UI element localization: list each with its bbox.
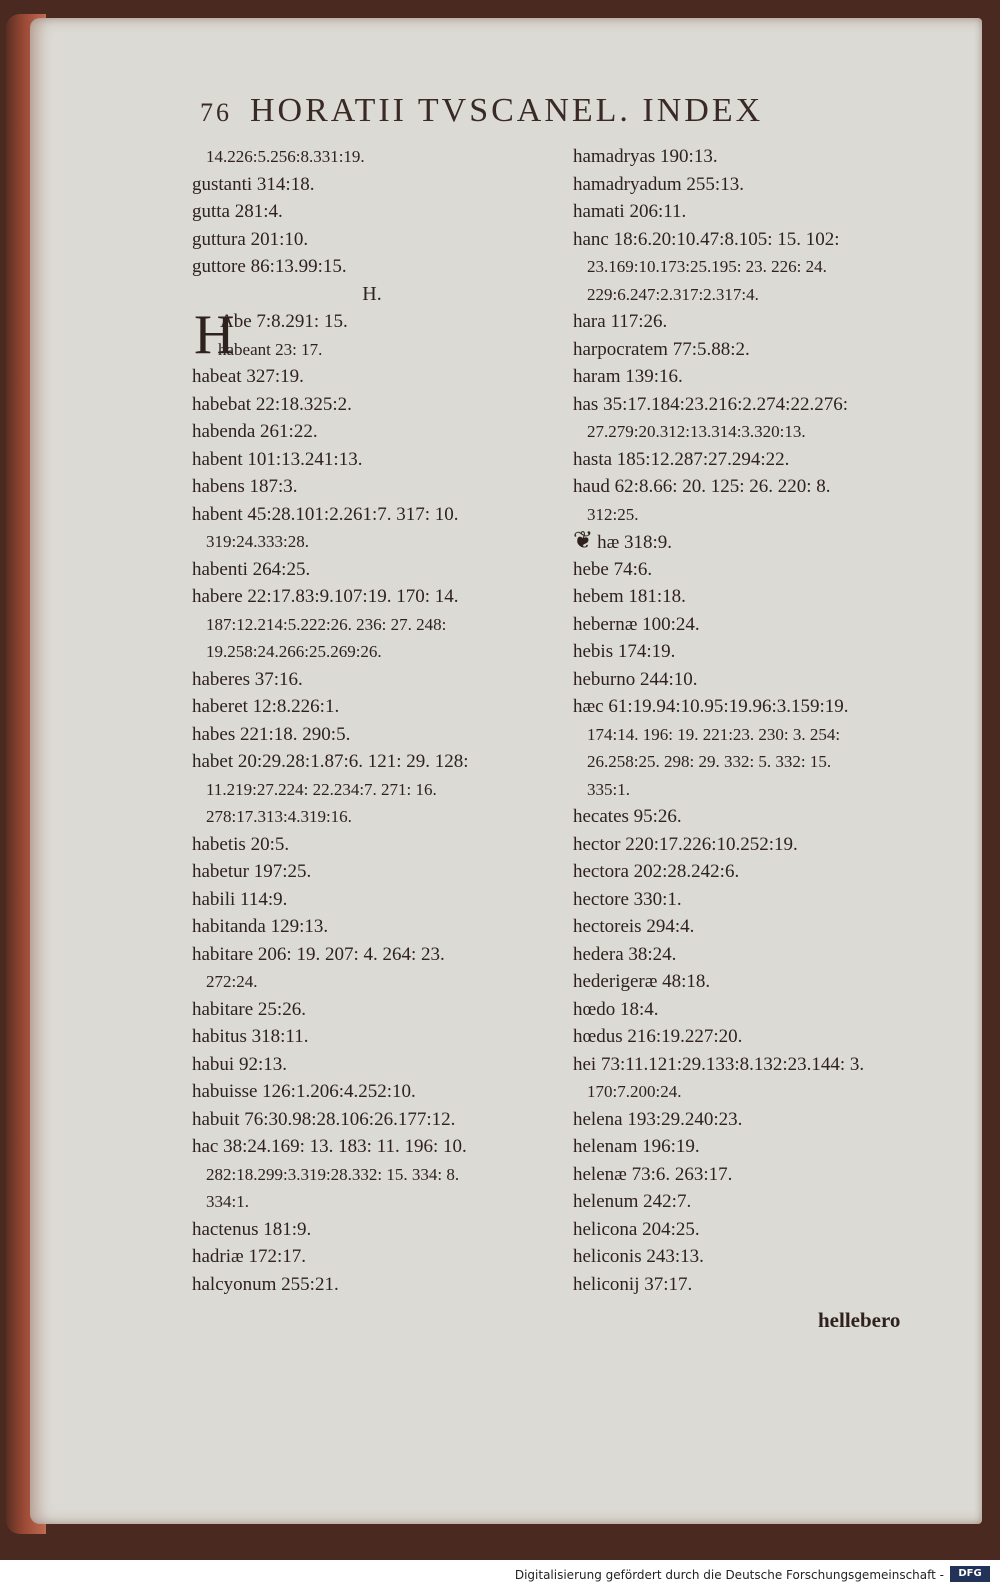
index-entry: halcyonum 255:21. [192, 1273, 339, 1295]
index-entry: habes 221:18. 290:5. [192, 723, 351, 745]
index-entry: haram 139:16. [573, 366, 683, 387]
left-column [192, 143, 552, 1298]
index-entry: hac 38:24.169: 13. 183: 11. 196: 10. [192, 1136, 467, 1157]
ornament-entry-text: hæ 318:9. [597, 532, 673, 553]
index-entry: guttura 201:10. [192, 228, 309, 250]
index-entry: gutta 281:4. [192, 201, 283, 222]
index-entry: haud 62:8.66: 20. 125: 26. 220: 8. [573, 476, 831, 497]
index-entry: hamadryadum 255:13. [573, 173, 744, 195]
right-column [573, 143, 953, 1298]
left-entries-before [192, 143, 552, 281]
index-entry: hei 73:11.121:29.133:8.132:23.144: 3. [573, 1053, 865, 1075]
fleuron-icon: ❦ [573, 528, 594, 554]
right-entries-after [573, 556, 953, 1299]
index-entry: habent 45:28.101:2.261:7. 317: 10. [192, 503, 459, 525]
index-entry: hamati 206:11. [573, 201, 687, 222]
dropcap-letter: H [194, 304, 235, 366]
index-entry: hedera 38:24. [573, 943, 677, 965]
index-entry: hœdus 216:19.227:20. [573, 1026, 743, 1047]
index-entry: hectoreis 294:4. [573, 916, 695, 937]
index-entry-continuation: 282:18.299:3.319:28.332: 15. 334: 8. [206, 1164, 460, 1184]
index-entry-continuation: 319:24.333:28. [206, 532, 309, 551]
index-entry: habens 187:3. [192, 476, 298, 497]
index-entry: habent 101:13.241:13. [192, 448, 363, 470]
index-entry-continuation: 174:14. 196: 19. 221:23. 230: 3. 254: [587, 724, 841, 744]
index-entry: hebe 74:6. [573, 558, 653, 580]
index-entry: hebis 174:19. [573, 641, 676, 662]
index-entry: hasta 185:12.287:27.294:22. [573, 448, 790, 470]
index-entry: habitus 318:11. [192, 1026, 309, 1047]
index-entry: hector 220:17.226:10.252:19. [573, 833, 798, 855]
index-entry: habitare 25:26. [192, 998, 306, 1020]
index-entry: haberes 37:16. [192, 668, 303, 690]
index-entry: hamadryas 190:13. [573, 146, 718, 167]
index-entry: helena 193:29.240:23. [573, 1108, 743, 1130]
index-entry: hœdo 18:4. [573, 998, 659, 1020]
index-entry: hebernæ 100:24. [573, 613, 700, 635]
index-entry-continuation: 229:6.247:2.317:2.317:4. [587, 284, 759, 304]
index-entry: habeat 327:19. [192, 366, 304, 387]
index-entry: habenda 261:22. [192, 421, 318, 442]
index-entry: helenæ 73:6. 263:17. [573, 1163, 733, 1185]
index-entry-continuation: 19.258:24.266:25.269:26. [206, 642, 382, 661]
index-entry-continuation: 335:1. [587, 779, 630, 799]
page-number: 76 [200, 98, 232, 127]
index-entry: heliconis 243:13. [573, 1246, 704, 1267]
index-entry: habitanda 129:13. [192, 916, 329, 937]
index-entry-continuation: 27.279:20.312:13.314:3.320:13. [587, 422, 806, 441]
index-entry-continuation: 312:25. [587, 504, 639, 524]
left-entries-after [192, 363, 552, 1298]
ornament-entry [573, 528, 953, 556]
index-entry-continuation: 14.226:5.256:8.331:19. [206, 147, 365, 166]
index-entry: habitare 206: 19. 207: 4. 264: 23. [192, 943, 445, 965]
index-entry-continuation: 187:12.214:5.222:26. 236: 27. 248: [206, 614, 447, 634]
index-entry: helenam 196:19. [573, 1136, 700, 1157]
index-entry-continuation: 11.219:27.224: 22.234:7. 271: 16. [206, 779, 437, 799]
index-entry: helicona 204:25. [573, 1218, 700, 1240]
index-entry: habetur 197:25. [192, 861, 312, 882]
index-entry-continuation: 26.258:25. 298: 29. 332: 5. 332: 15. [587, 752, 832, 771]
dropcap-line-1: Abe 7:8.291: 15. [220, 311, 348, 332]
index-entry: has 35:17.184:23.216:2.274:22.276: [573, 393, 848, 415]
index-entry: hadriæ 172:17. [192, 1246, 306, 1267]
index-entry-continuation: 23.169:10.173:25.195: 23. 226: 24. [587, 257, 827, 276]
index-entry: habere 22:17.83:9.107:19. 170: 14. [192, 586, 459, 607]
index-entry: hecates 95:26. [573, 806, 682, 827]
index-entry: hæc 61:19.94:10.95:19.96:3.159:19. [573, 696, 849, 717]
index-entry: hederigeræ 48:18. [573, 971, 711, 992]
running-head [200, 92, 840, 134]
index-entry: hectore 330:1. [573, 888, 682, 910]
index-entry: hactenus 181:9. [192, 1218, 312, 1240]
section-letter: H. [362, 282, 382, 305]
index-entry: habetis 20:5. [192, 833, 290, 855]
index-entry: habuit 76:30.98:28.106:26.177:12. [192, 1108, 456, 1130]
right-entries-before [573, 143, 953, 528]
index-entry: heliconij 37:17. [573, 1273, 693, 1295]
index-entry-continuation: 272:24. [206, 972, 258, 991]
index-entry: habili 114:9. [192, 888, 288, 910]
page-title: HORATII TVSCANEL. INDEX [250, 92, 764, 129]
index-entry: habet 20:29.28:1.87:6. 121: 29. 128: [192, 751, 469, 772]
index-entry: gustanti 314:18. [192, 173, 315, 195]
index-entry: hanc 18:6.20:10.47:8.105: 15. 102: [573, 228, 840, 250]
index-entry: habebat 22:18.325:2. [192, 393, 352, 415]
index-entry: hebem 181:18. [573, 586, 686, 607]
index-entry: hectora 202:28.242:6. [573, 861, 740, 882]
dfg-logo: DFG [950, 1566, 990, 1582]
catchword: hellebero [818, 1308, 901, 1332]
index-entry: harpocratem 77:5.88:2. [573, 338, 750, 360]
index-entry: hara 117:26. [573, 311, 668, 332]
index-entry: haberet 12:8.226:1. [192, 696, 340, 717]
funding-notice: Digitalisierung gefördert durch die Deutsche Forschungsgemeinschaft - [514, 1568, 944, 1582]
index-entry: habuisse 126:1.206:4.252:10. [192, 1081, 416, 1102]
index-entry: habui 92:13. [192, 1053, 287, 1075]
index-entry-continuation: 278:17.313:4.319:16. [206, 807, 352, 826]
index-entry-continuation: 170:7.200:24. [587, 1082, 682, 1101]
index-entry: guttore 86:13.99:15. [192, 256, 347, 277]
dropcap-line-2: habeant 23: 17. [218, 339, 323, 359]
index-entry-continuation: 334:1. [206, 1192, 249, 1211]
index-entry: helenum 242:7. [573, 1191, 692, 1212]
index-entry: heburno 244:10. [573, 668, 698, 690]
index-entry: habenti 264:25. [192, 558, 311, 580]
footer-bar [0, 1560, 1000, 1590]
